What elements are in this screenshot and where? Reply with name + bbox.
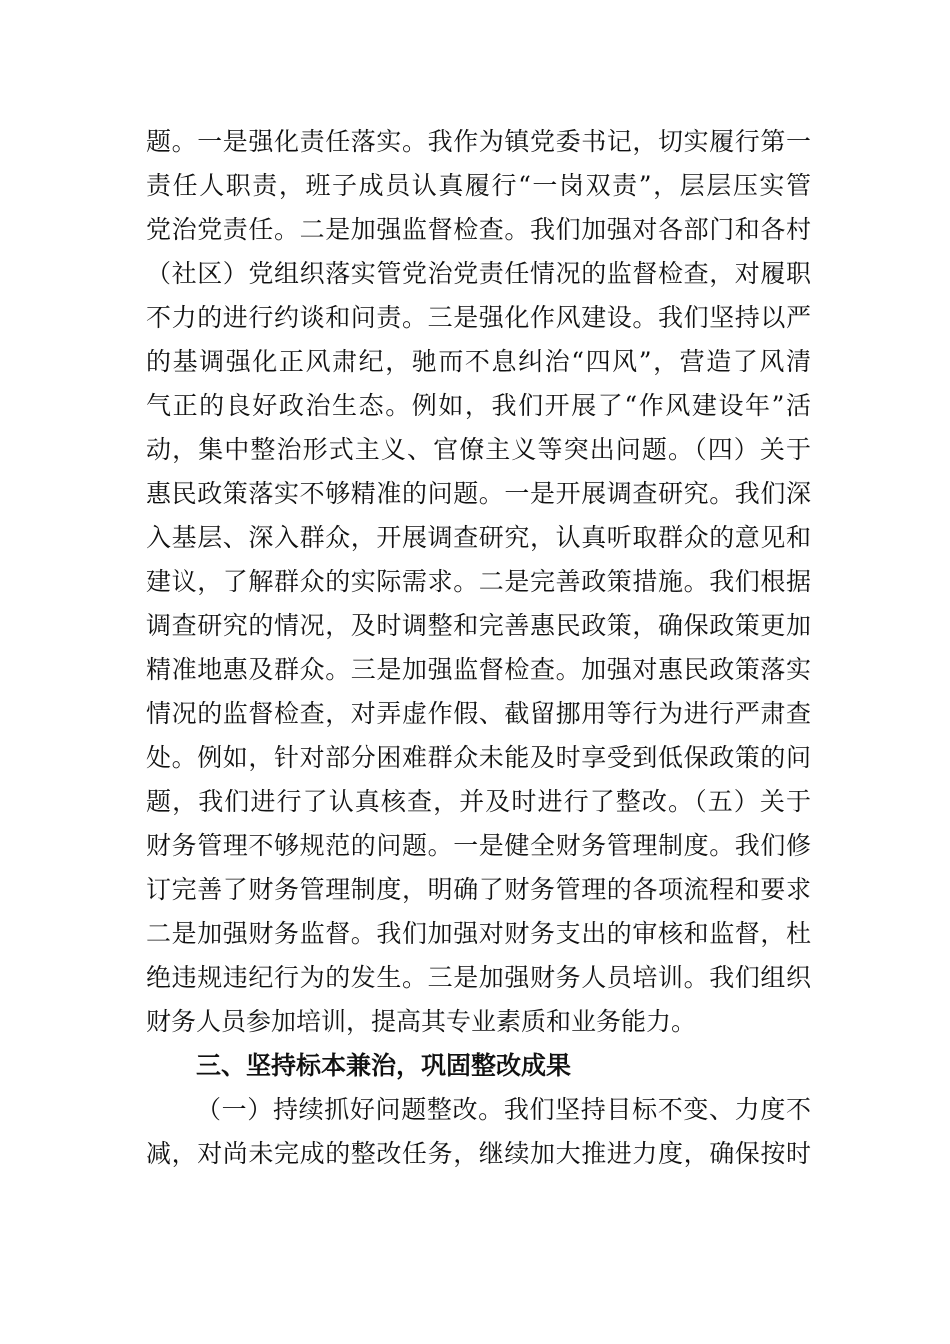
text-line: 财务管理不够规范的问题。一是健全财务管理制度。我们修 <box>146 831 811 860</box>
text-line: 题，我们进行了认真核查，并及时进行了整改。（五）关于 <box>146 787 811 816</box>
text-line: 惠民政策落实不够精准的问题。一是开展调查研究。我们深 <box>146 479 811 508</box>
text-line: 题。一是强化责任落实。我作为镇党委书记，切实履行第一 <box>146 127 811 156</box>
text-line: 情况的监督检查，对弄虚作假、截留挪用等行为进行严肃查 <box>146 699 811 728</box>
text-line: 动，集中整治形式主义、官僚主义等突出问题。（四）关于 <box>146 435 811 464</box>
text-line: 减，对尚未完成的整改任务，继续加大推进力度，确保按时 <box>146 1139 811 1168</box>
text-line: 处。例如，针对部分困难群众未能及时享受到低保政策的问 <box>146 743 811 772</box>
section-heading: 三、坚持标本兼治，巩固整改成果 <box>196 1051 572 1080</box>
text-line: （一）持续抓好问题整改。我们坚持目标不变、力度不 <box>196 1095 811 1124</box>
text-line: 建议，了解群众的实际需求。二是完善政策措施。我们根据 <box>146 567 811 596</box>
text-line: 的基调强化正风肃纪，驰而不息纠治“四风”，营造了风清 <box>146 347 811 376</box>
text-line: 绝违规违纪行为的发生。三是加强财务人员培训。我们组织 <box>146 963 811 992</box>
text-line: 气正的良好政治生态。例如，我们开展了“作风建设年”活 <box>146 391 811 420</box>
text-line: 精准地惠及群众。三是加强监督检查。加强对惠民政策落实 <box>146 655 811 684</box>
text-line: （社区）党组织落实管党治党责任情况的监督检查，对履职 <box>146 259 811 288</box>
text-line: 党治党责任。二是加强监督检查。我们加强对各部门和各村 <box>146 215 811 244</box>
text-line: 不力的进行约谈和问责。三是强化作风建设。我们坚持以严 <box>146 303 811 332</box>
text-line: 订完善了财务管理制度，明确了财务管理的各项流程和要求 <box>146 875 811 904</box>
text-line: 入基层、深入群众，开展调查研究，认真听取群众的意见和 <box>146 523 811 552</box>
text-line: 二是加强财务监督。我们加强对财务支出的审核和监督，杜 <box>146 919 811 948</box>
text-line: 调查研究的情况，及时调整和完善惠民政策，确保政策更加 <box>146 611 811 640</box>
text-line: 财务人员参加培训，提高其专业素质和业务能力。 <box>146 1007 697 1036</box>
text-line: 责任人职责，班子成员认真履行“一岗双责”，层层压实管 <box>146 171 811 200</box>
